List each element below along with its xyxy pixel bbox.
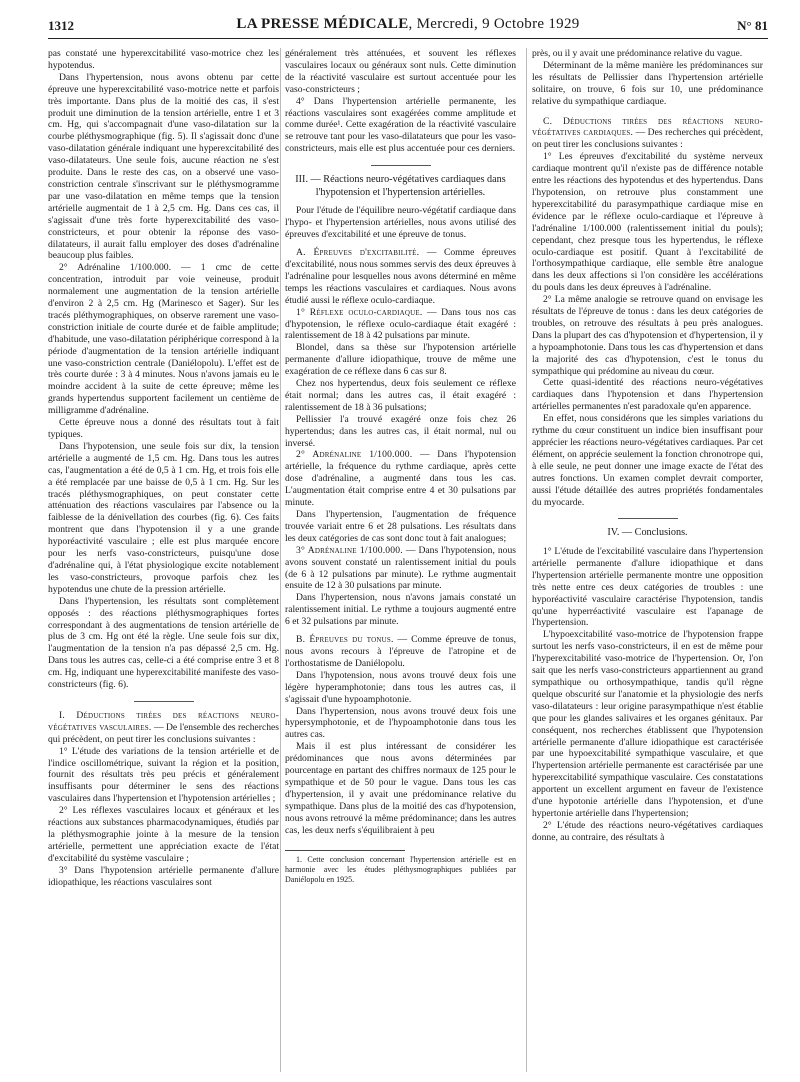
paragraph: 4° Dans l'hypertension artérielle permanente, les réactions vasculaires sont exagérées comme amplitude et comme durée¹. Cette exagération de la réactivité vasculaire se retrouve tant pour les vaso-dilatateurs que pour les vaso-constricteurs, mais elle est plus accentuée pour ces derniers.	[285, 95, 516, 155]
paragraph: Dans l'hypertension, nous avons obtenu par cette épreuve une hyperexcitabilité vaso-motrice nette et parfois très importante. Dans plus de la moitié des cas, il s'est produit une diminution de la tension artérielle, entre 1 et 3 cm. Hg, qui s'accompagnait d'une vaso-dilatation sur la courbe pléthysmographique (fig. 5). Il s'agissait donc d'une vaso-dilatation générale indiquant une hyperexcitabilité des vaso-dilatateurs. Une seule fois, aucune réaction ne s'est produite. Dans le reste des cas, on a observé une vaso-constriction centrale s'inscrivant sur le pléthysmogramme par une vaso-dilatation en même temps que la tension artérielle augmentait de 1 à 2,5 cm. Hg. Dans ces cas, il s'agissait d'une très forte hyperexcitabilité des vaso-constricteurs, et pour obtenir la réponse des vaso-dilatateurs, il aurait fallu employer des doses d'adrénaline beaucoup plus faibles.	[48, 71, 279, 262]
paragraph: 1° L'étude des variations de la tension artérielle et de l'indice oscillométrique, suivant la région et la position, fournit des résultats très peu précis et généralement insuffisants pour déterminer le sens des réactions vasculaires dans l'hypertension et l'hypotension artérielles ;	[48, 745, 279, 805]
paragraph: Dans l'hypertension, l'augmentation de fréquence trouvée variait entre 6 et 28 pulsations. Les résultats dans les deux catégories de cas sont donc tout à fait analogues;	[285, 509, 516, 544]
paragraph: Dans l'hypertension, nous n'avons jamais constaté un ralentissement initial. Le rythme a toujours augmenté entre 6 et 32 pulsations par minute.	[285, 592, 516, 628]
paragraph: 2° La même analogie se retrouve quand on envisage les résultats de l'épreuve de tonus : dans les deux catégories de troubles, on retrouve des résultats à peu près analogues. Dans la plupart des cas d'hypotension et d'hypertension, il y a hypoamphotonie. Dans tous les cas d'hypertension et dans la majorité des cas d'hypotension, c'est le tonus du sympathique qui prédomine au niveau du cœur.	[532, 294, 763, 377]
paragraph: Chez nos hypertendus, deux fois seulement ce réflexe était normal; dans les autres cas, il était exagéré : ralentissement de 18 à 36 pulsations;	[285, 378, 516, 413]
paragraph: Dans l'hypertension, nous avons trouvé deux fois une hypersymphotonie, et de l'hypoamphotonie dans tous les autres cas.	[285, 705, 516, 741]
paragraph: Mais il est plus intéressant de considérer les prédominances que nous avons déterminées par pourcentage en partant des chiffres normaux de 125 pour le sympathique et de 50 pour le vague. Dans tous les cas d'hypertension, il y avait une prédominance relative du sympathique. Dans plus de la moitié des cas d'hypotension, nous avons retrouvé la même prédominance; dans les autres cas, les deux nerfs s'équilibraient à peu	[285, 741, 516, 836]
paragraph: Dans l'hypotension, une seule fois sur dix, la tension artérielle a augmenté de 1,5 cm. Hg. Dans tous les autres cas, l'augmentation a été de 0,5 à 1 cm. Hg, et trois fois elle a été remplacée par une baisse de 0,5 à 1 cm. Hg. Sur les tracés pléthysmographiques, on peut constater cette atténuation des réactions vasculaires par l'absence ou la faiblesse de la dénivellation des courbes (fig. 6). Ces faits montrent que dans l'hypotension il y a une grande hyporéactivité vasculaire ; elle est plus marquée encore pour les nerfs vaso-constricteurs, puisqu'une dose d'adrénaline qui, à l'état physiologique excite notablement les vaso-constricteurs, provoque parfois chez les hypotendus une chute de la pression artérielle.	[48, 440, 279, 595]
item-heading: 1° Réflexe oculo-cardiaque.	[296, 306, 423, 318]
header-rule	[48, 38, 768, 39]
separator	[134, 701, 194, 702]
footnote-rule	[285, 850, 405, 851]
section-text: — De l'ensemble des recherches qui précèdent, on peut tirer les conclusions suivantes :	[48, 721, 279, 745]
paragraph: Cette épreuve nous a donné des résultats tout à fait typiques.	[48, 417, 279, 440]
subsection-paragraph	[285, 634, 516, 670]
paragraph: Cette quasi-identité des réactions neuro-végétatives cardiaques dans l'hypotension et dans l'hypertension artérielles permanentes n'est paradoxale qu'en apparence.	[532, 377, 763, 413]
running-title	[48, 16, 768, 33]
issue-date: , Mercredi, 9 Octobre 1929	[408, 16, 580, 32]
subsection-text: — Des recherches qui précèdent, on peut tirer les conclusions suivantes :	[532, 127, 763, 151]
journal-title: LA PRESSE MÉDICALE	[236, 16, 409, 32]
paragraph: pas constaté une hyperexcitabilité vaso-motrice chez les hypotendus.	[48, 48, 279, 71]
item-text: — Dans tous nos cas d'hypotension, le réflexe oculo-cardiaque était exagéré : ralentissement de 18 à 42 pulsations par minute.	[285, 306, 516, 342]
item-text: — Dans l'hypotension, nous avons souvent constaté un ralentissement initial du pouls (de 6 à 12 pulsations par minute). Le rythme augmentait ensuite de 12 à 30 pulsations par minute.	[285, 544, 516, 592]
paragraph: 2° Les réflexes vasculaires locaux et généraux et les réactions aux substances pharmacodynamiques, étudiés par la pléthysmographie jointe à la mesure de la tension artérielle, permettent une appréciation exacte de l'état d'excitabilité du système vasculaire ;	[48, 805, 279, 864]
item-heading: 2° Adrénaline 1/100.000.	[296, 449, 413, 461]
paragraph: 2° L'étude des réactions neuro-végétatives cardiaques donne, au contraire, des résultats à	[532, 819, 763, 843]
paragraph: près, ou il y avait une prédominance relative du vague.	[532, 48, 743, 59]
paragraph: Dans l'hypertension, les résultats sont complètement opposés : des réactions pléthysmographiques fortes correspondant à des augmentations de tension artérielle de plus de 3 cm. Hg ont été la règle. Une seule fois sur dix, l'augmentation de la tension n'a pas dépassé 2,5 cm. Hg. Dans tous les autres cas, celle-ci a été comprise entre 3 et 8 cm. Hg, indiquant une hyperexcitabilité manifeste des vaso-constricteurs (fig. 6).	[48, 595, 279, 691]
subsection-text: — Comme épreuves d'excitabilité, nous nous sommes servis des deux épreuves à l'adrénaline pour lesquelles nous avons déterminé en même temps les réactions vasculaires et cardiaques. Nous avons étudié aussi le réflexe oculo-cardiaque.	[285, 247, 516, 306]
separator	[618, 518, 678, 519]
section-paragraph	[48, 710, 279, 746]
paragraph	[285, 449, 516, 509]
column-1	[48, 48, 279, 889]
section-heading: I. Déductions tirées des réactions neuro-végétatives vasculaires.	[48, 709, 279, 733]
paragraph: 2° Adrénaline 1/100.000. — 1 cmc de cette concentration, introduit par voie veineuse, produit normalement une augmentation de la tension artérielle d'environ 2 à 2,5 cm. Hg (Marinesco et Sager). Sur les tracés pléthymographiques, on observe rarement une vaso-constriction initiale de courte durée et de faible amplitude; d'habitude, une vaso-dilatation périphérique correspond à la période d'augmentation de la tension artérielle indiquant une vaso-constriction centrale (Daniélopolu). L'effet est de très courte durée : 3 à 4 minutes. Nous n'avons jamais eu le moindre accident à la suite de cette épreuve; même les grands hypertendus supportent facilement un centième de milligramme d'adrénaline.	[48, 262, 279, 417]
subsection-heading: C. Déductions tirées des réactions neuro-végétatives cardiaques.	[532, 115, 763, 139]
paragraph: Pellissier l'a trouvé exagéré onze fois chez 26 hypertendus; dans les autres cas, il était normal, nul ou inversé.	[285, 413, 516, 449]
paragraph: généralement très atténuées, et souvent les réflexes vasculaires locaux ou généraux sont nuls. Cette diminution de la réactivité vasculaire est surtout accentuée pour les vaso-constricteurs ;	[285, 48, 516, 95]
paragraph	[285, 307, 516, 343]
separator	[371, 165, 431, 166]
paragraph: En effet, nous considérons que les simples variations du rythme du cœur constituent un indice bien insuffisant pour apprécier les réactions neuro-végétatives cardiaques. Par cet élément, on apprécie seulement la fonction chronotrope qui, à elle seule, ne peut donner une image exacte de l'état des autres fonctions. Un examen complet devrait comporter, aussi l'étude détaillée des autres propriétés fondamentales du myocarde.	[532, 413, 763, 508]
column-3	[532, 48, 763, 844]
footnote: 1. Cette conclusion concernant l'hypertension artérielle est en harmonie avec les études pléthysmographiques publiées par Daniélopolu en 1925.	[285, 855, 516, 884]
paragraph: 1° Les épreuves d'excitabilité du système nerveux cardiaque montrent qu'il n'existe pas de différence notable entre les réactions des hypotendus et des hypertendus. Dans l'hypotension, on retrouve plus constamment une hyperexcitabilité du parasympathique cardiaque mise en évidence par le réflexe oculo-cardiaque et l'épreuve à l'adrénaline 1/100.000 (ralentissement initial du pouls); cependant, chez presque tous les hypertendus, le réflexe oculo-cardiaque est positif. Quant à l'excitabilité de l'orthosympathique cardiaque, elle semble être analogue dans les deux affections si l'on considère les accélérations du pouls dans les deux épreuves à l'adrénaline.	[532, 151, 763, 294]
subsection-text: — Comme épreuve de tonus, nous avons recours à l'épreuve de l'atropine et de l'orthostatisme de Daniélopolu.	[285, 634, 516, 669]
paragraph: Déterminant de la même manière les prédominances sur les résultats de Pellissier dans l'hypertension artérielle solitaire, on trouve, 6 fois sur 10, une prédominance relative du sympathique cardiaque.	[532, 59, 763, 107]
paragraph: 3° Dans l'hypotension artérielle permanente d'allure idiopathique, les réactions vasculaires sont	[48, 864, 279, 888]
paragraph: 1° L'étude de l'excitabilité vasculaire dans l'hypertension artérielle permanente d'allure idiopathique et dans l'hypertension artérielle permanente montre une opposition très nette entre ces deux catégories de troubles : une hyporéactivité vasculaire caractérise l'hypotension, tandis qu'une hyperréactivité vasculaire est l'apanage de l'hypertension.	[532, 546, 763, 629]
column-divider	[526, 48, 527, 1072]
subsection-paragraph	[285, 247, 516, 307]
subsection-heading: B. Épreuves du tonus.	[296, 634, 394, 646]
paragraph: Blondel, dans sa thèse sur l'hypotension artérielle permanente d'allure idiopathique, trouve de même une exagération de ce réflexe dans 6 cas sur 8.	[285, 342, 516, 378]
subsection-paragraph	[532, 116, 763, 152]
subsection-heading: A. Épreuves d'excitabilité.	[296, 247, 420, 259]
section-title: IV. — Conclusions.	[607, 527, 688, 539]
page-header	[48, 10, 768, 40]
column-divider	[280, 48, 281, 1072]
section-title: III. — Réactions neuro-végétatives cardiaques dans l'hypotension et l'hypertension artérielles.	[295, 174, 506, 198]
page-number: 1312	[48, 18, 74, 33]
paragraph: Dans l'hypotension, nous avons trouvé deux fois une légère hyperamphotonie; dans tous les autres cas, il s'agissait d'une hypoamphotonie.	[285, 669, 516, 705]
paragraph	[285, 545, 516, 593]
issue-number: N° 81	[737, 18, 768, 33]
column-2	[285, 48, 516, 884]
paragraph: L'hypoexcitabilité vaso-motrice de l'hypotension frappe surtout les nerfs vaso-constricteurs, il en est de même pour l'hyperexcitabilité vaso-motrice de l'hypertension. Or, l'on sait que les nerfs vaso-constricteurs appartiennent au grand sympathique ou orthosympathique, tandis qu'il règne quelque obscurité sur l'anatomie et la physiologie des nerfs vaso-dilatateurs : leur origine parasympathique n'est établie que pour les glandes salivaires et les organes génitaux. Par conséquent, nos recherches établissent que l'hypotension artérielle permanente d'allure idiopathique est caractérisée par une hypoexcitabilité sympathique vasculaire, et que l'hypertension artérielle permanente est caractérisée par une hyperexcitabilité sympathique vasculaire. Ces constatations apportent un excellent argument en faveur de l'existence d'une hypotonie artérielle dans l'hypotension, et d'une hypertonie artérielle dans l'hypertension;	[532, 629, 763, 819]
paragraph: Pour l'étude de l'équilibre neuro-végétatif cardiaque dans l'hypo- et l'hypertension artérielles, nous avons utilisé des épreuves d'excitabilité et une épreuve de tonus.	[285, 205, 516, 241]
item-heading: 3° Adrénaline 1/100.000.	[296, 544, 403, 556]
item-text: — Dans l'hypotension artérielle, la fréquence du rythme cardiaque, après cette dose d'adrénaline, a augmenté dans tous les cas. L'augmentation était comprise entre 4 et 30 pulsations par minute.	[285, 449, 516, 509]
